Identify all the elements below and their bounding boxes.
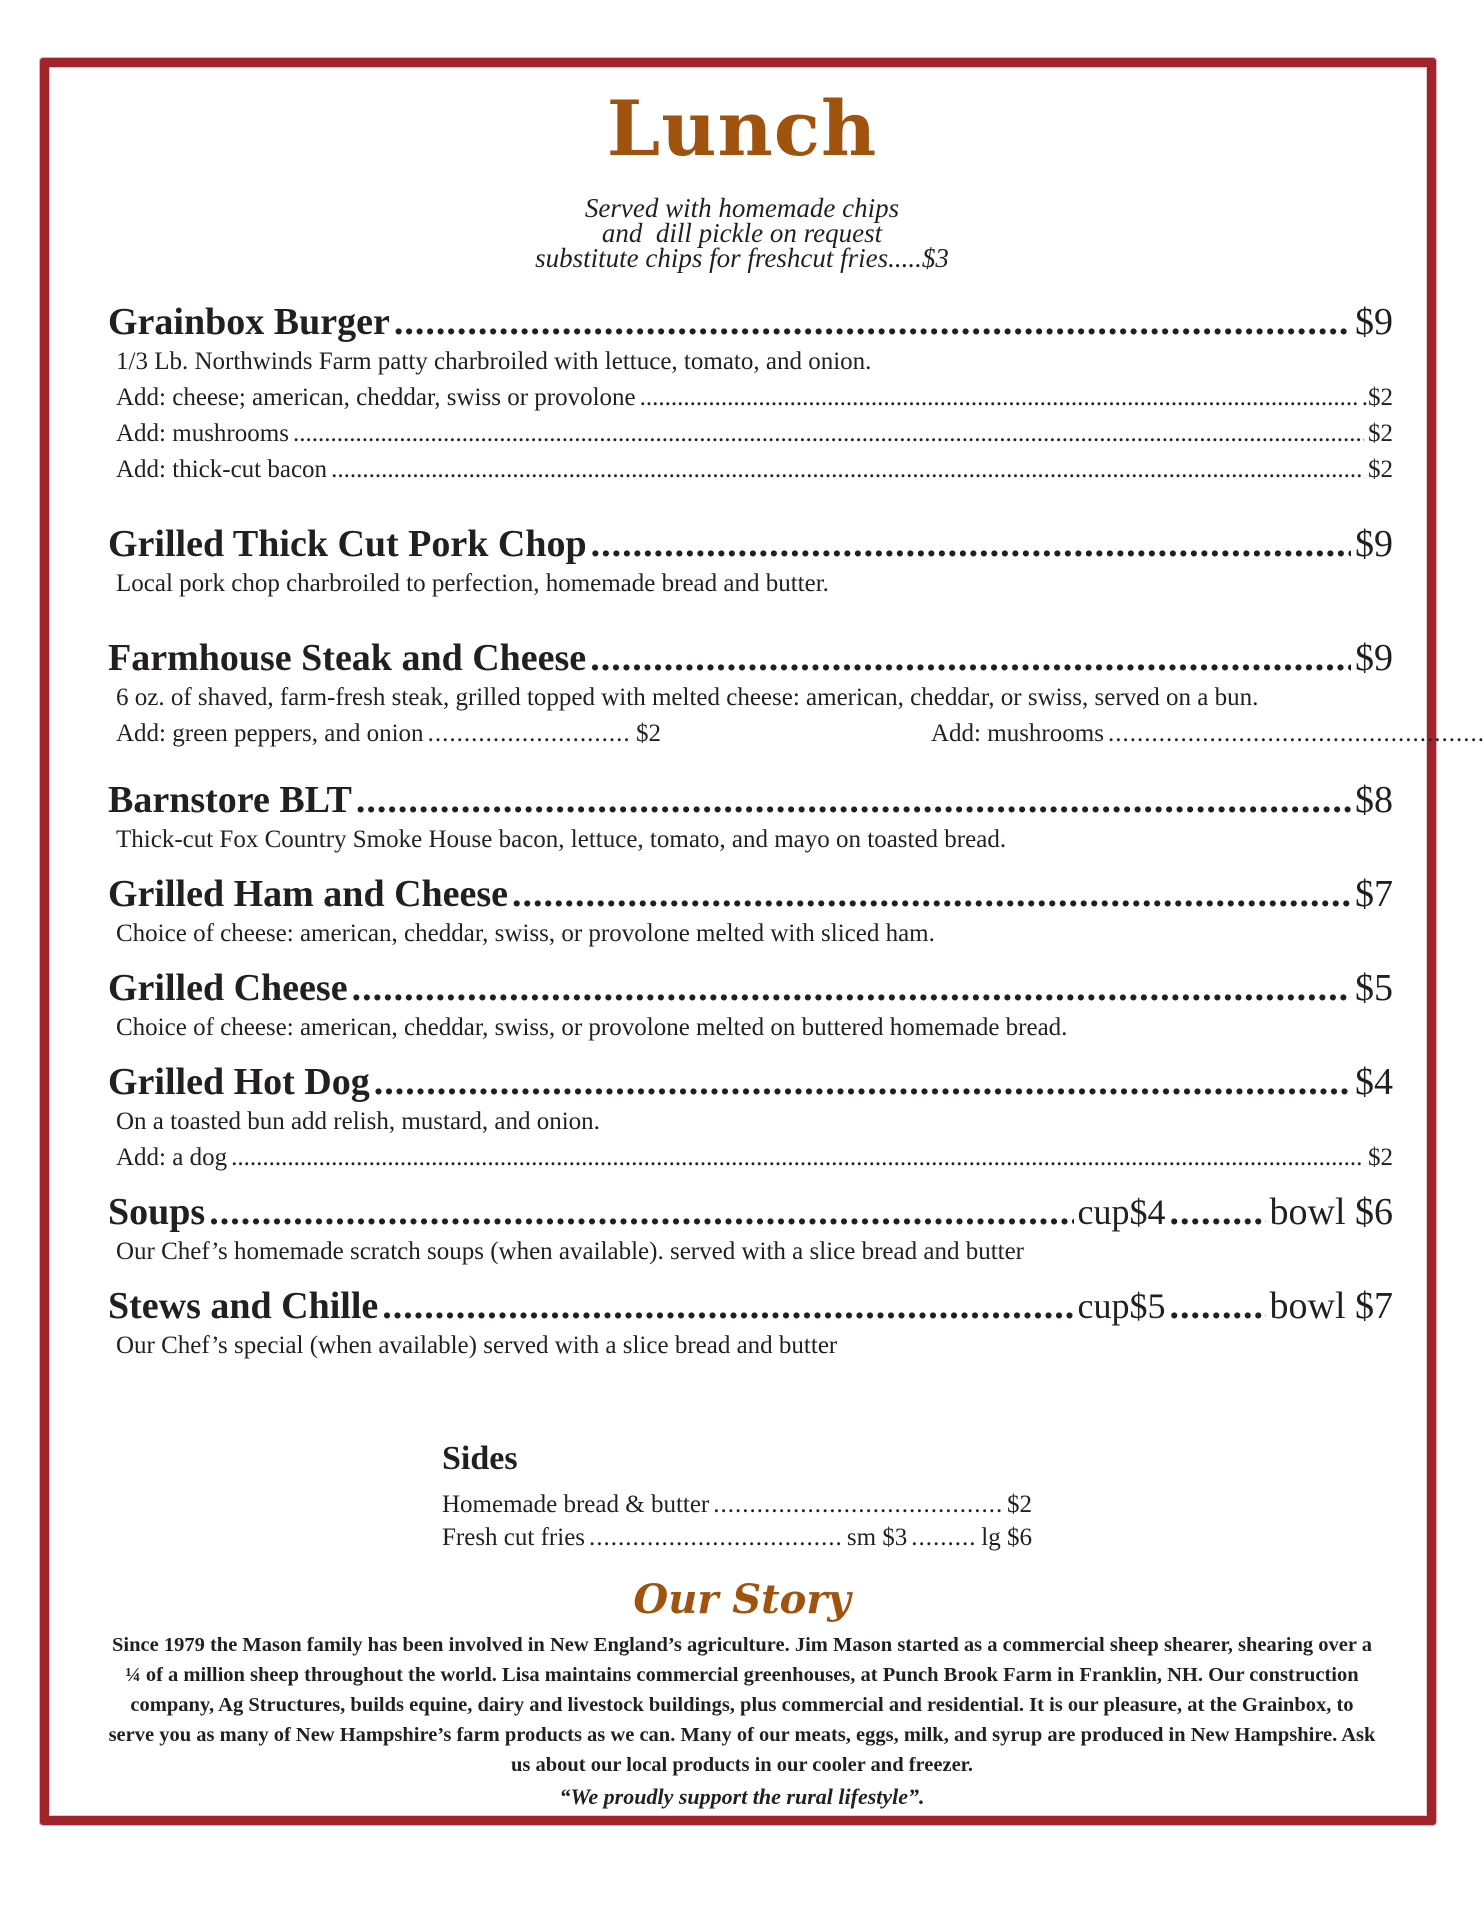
leader-dots <box>293 416 1364 452</box>
item-description: Choice of cheese: american, cheddar, swiss, or provolone melted on buttered homemade bread. <box>116 1014 1068 1041</box>
item-description: Choice of cheese: american, cheddar, swiss, or provolone melted with sliced ham. <box>116 920 935 947</box>
item-name: Barnstore BLT <box>108 779 352 821</box>
menu-items <box>108 300 1393 1364</box>
item-heading <box>108 1060 1393 1104</box>
side-row-bread <box>442 1488 1032 1521</box>
add-on-price: $2 <box>1368 1144 1393 1171</box>
intro-note <box>0 193 1484 273</box>
item-heading <box>108 300 1393 344</box>
menu-item-pork-chop <box>108 522 1393 602</box>
item-name: Grilled Ham and Cheese <box>108 873 509 915</box>
story-text: Since 1979 the Mason family has been involved in New England’s agriculture. Jim Mason started as a commercial sheep shearer, shearing over a ¼ of a million sheep throughout the world. Lisa maintains commercial greenhouses, at Punch Brook Farm in Franklin, NH. Our construction company, Ag Structures, builds equine, dairy and livestock buildings, plus commercial and residential. It is our pleasure, at the Grainbox, to serve you as many of New Hampshire’s farm products as we can. Many of our meats, eggs, milk, and syrup are produced in New Hampshire. Ask us about our local products in our cooler and freezer. <box>108 1634 1376 1776</box>
leader-dots <box>1170 1284 1266 1328</box>
leader-dots <box>640 380 1358 416</box>
sides-section <box>442 1438 1042 1554</box>
story-title: Our Story <box>633 1576 851 1623</box>
leader-dots <box>209 1190 1073 1234</box>
intro-line-1: Served with homemade chips <box>584 193 900 223</box>
item-price: $4 <box>1355 1061 1393 1103</box>
item-price: $9 <box>1355 637 1393 679</box>
add-on-row <box>108 452 1393 488</box>
leader-dots <box>374 1060 1351 1104</box>
item-name: Farmhouse Steak and Cheese <box>108 637 587 679</box>
add-on-row <box>108 380 1393 416</box>
item-price: $7 <box>1355 873 1393 915</box>
leader-dots <box>1170 1190 1266 1234</box>
menu-item-burger <box>108 300 1393 488</box>
item-heading <box>108 966 1393 1010</box>
item-price: $9 <box>1355 301 1393 343</box>
menu-item-ham-cheese <box>108 872 1393 952</box>
item-name: Stews and Chille <box>108 1285 379 1327</box>
add-on-row <box>108 1140 1393 1176</box>
leader-dots <box>512 872 1351 916</box>
menu-item-steak-cheese <box>108 636 1393 752</box>
cup-price: cup$4 <box>1077 1192 1166 1232</box>
add-on-price: $2 <box>636 720 661 747</box>
leader-dots <box>382 1284 1073 1328</box>
item-heading <box>108 1284 1393 1328</box>
add-on-label: Add: mushrooms <box>116 420 289 447</box>
menu-item-hot-dog <box>108 1060 1393 1176</box>
side-label: Homemade bread & butter <box>442 1491 710 1518</box>
leader-dots <box>231 1140 1364 1176</box>
item-description: Our Chef’s special (when available) served with a slice bread and butter <box>116 1332 838 1359</box>
leader-dots <box>589 1521 843 1554</box>
add-on-label: Add: cheese; american, cheddar, swiss or provolone <box>116 384 636 411</box>
add-on-label: Add: a dog <box>116 1144 228 1171</box>
item-name: Grilled Hot Dog <box>108 1061 370 1103</box>
add-on-pair <box>108 716 1393 752</box>
leader-dots <box>394 300 1351 344</box>
item-description: 1/3 Lb. Northwinds Farm patty charbroiled with lettuce, tomato, and onion. <box>116 348 872 375</box>
item-price: $8 <box>1355 779 1393 821</box>
item-description: On a toasted bun add relish, mustard, and onion. <box>116 1108 600 1135</box>
bowl-price: bowl $7 <box>1269 1285 1393 1327</box>
leader-dots <box>356 778 1351 822</box>
intro-line-2: and dill pickle on request <box>601 218 883 248</box>
item-heading <box>108 1190 1393 1234</box>
item-name: Soups <box>108 1191 206 1233</box>
add-on-label: Add: green peppers, and onion <box>116 720 424 747</box>
leader-dots <box>352 966 1351 1010</box>
item-description: Thick-cut Fox Country Smoke House bacon, lettuce, tomato, and mayo on toasted bread. <box>116 826 1007 853</box>
leader-dots <box>1108 716 1484 752</box>
item-heading <box>108 778 1393 822</box>
item-heading <box>108 522 1393 566</box>
add-on-row <box>931 716 1484 752</box>
cup-price: cup$5 <box>1077 1286 1166 1326</box>
motto: “We proudly support the rural lifestyle”. <box>559 1784 925 1809</box>
menu-item-grilled-cheese <box>108 966 1393 1046</box>
add-on-price: $2 <box>1368 420 1393 447</box>
sides-title: Sides <box>442 1440 518 1477</box>
intro-line-3: substitute chips for freshcut fries.....$3 <box>535 243 949 273</box>
leader-dots <box>590 636 1351 680</box>
add-on-label: Add: mushrooms <box>931 720 1104 747</box>
leader-dots <box>331 452 1364 488</box>
item-name: Grainbox Burger <box>108 301 390 343</box>
menu-item-stews <box>108 1284 1393 1364</box>
item-description: 6 oz. of shaved, farm-fresh steak, grilled topped with melted cheese: american, cheddar, or swiss, served on a bun. <box>116 684 1259 711</box>
add-on-price: $2 <box>1368 456 1393 483</box>
add-on-row <box>116 716 661 752</box>
leader-dots <box>911 1521 977 1554</box>
item-heading <box>108 872 1393 916</box>
item-name: Grilled Cheese <box>108 967 348 1009</box>
add-on-price: .$2 <box>1361 384 1393 411</box>
item-name: Grilled Thick Cut Pork Chop <box>108 523 587 565</box>
side-label: Fresh cut fries <box>442 1524 586 1551</box>
item-description: Our Chef’s homemade scratch soups (when available). served with a slice bread and butter <box>116 1238 1025 1265</box>
menu-item-blt <box>108 778 1393 858</box>
side-price: $2 <box>1007 1491 1032 1518</box>
item-price: $9 <box>1355 523 1393 565</box>
side-price-large: lg $6 <box>981 1524 1032 1551</box>
side-row-fries <box>442 1521 1032 1554</box>
menu-item-soups <box>108 1190 1393 1270</box>
page-title: Lunch <box>606 84 878 173</box>
item-description: Local pork chop charbroiled to perfection, homemade bread and butter. <box>116 570 829 597</box>
add-on-row <box>108 416 1393 452</box>
leader-dots <box>713 1488 1003 1521</box>
item-price: $5 <box>1355 967 1393 1009</box>
add-on-label: Add: thick-cut bacon <box>116 456 328 483</box>
leader-dots <box>591 522 1351 566</box>
side-price-small: sm $3 <box>846 1524 908 1551</box>
bowl-price: bowl $6 <box>1269 1191 1393 1233</box>
item-heading <box>108 636 1393 680</box>
leader-dots <box>428 716 632 752</box>
